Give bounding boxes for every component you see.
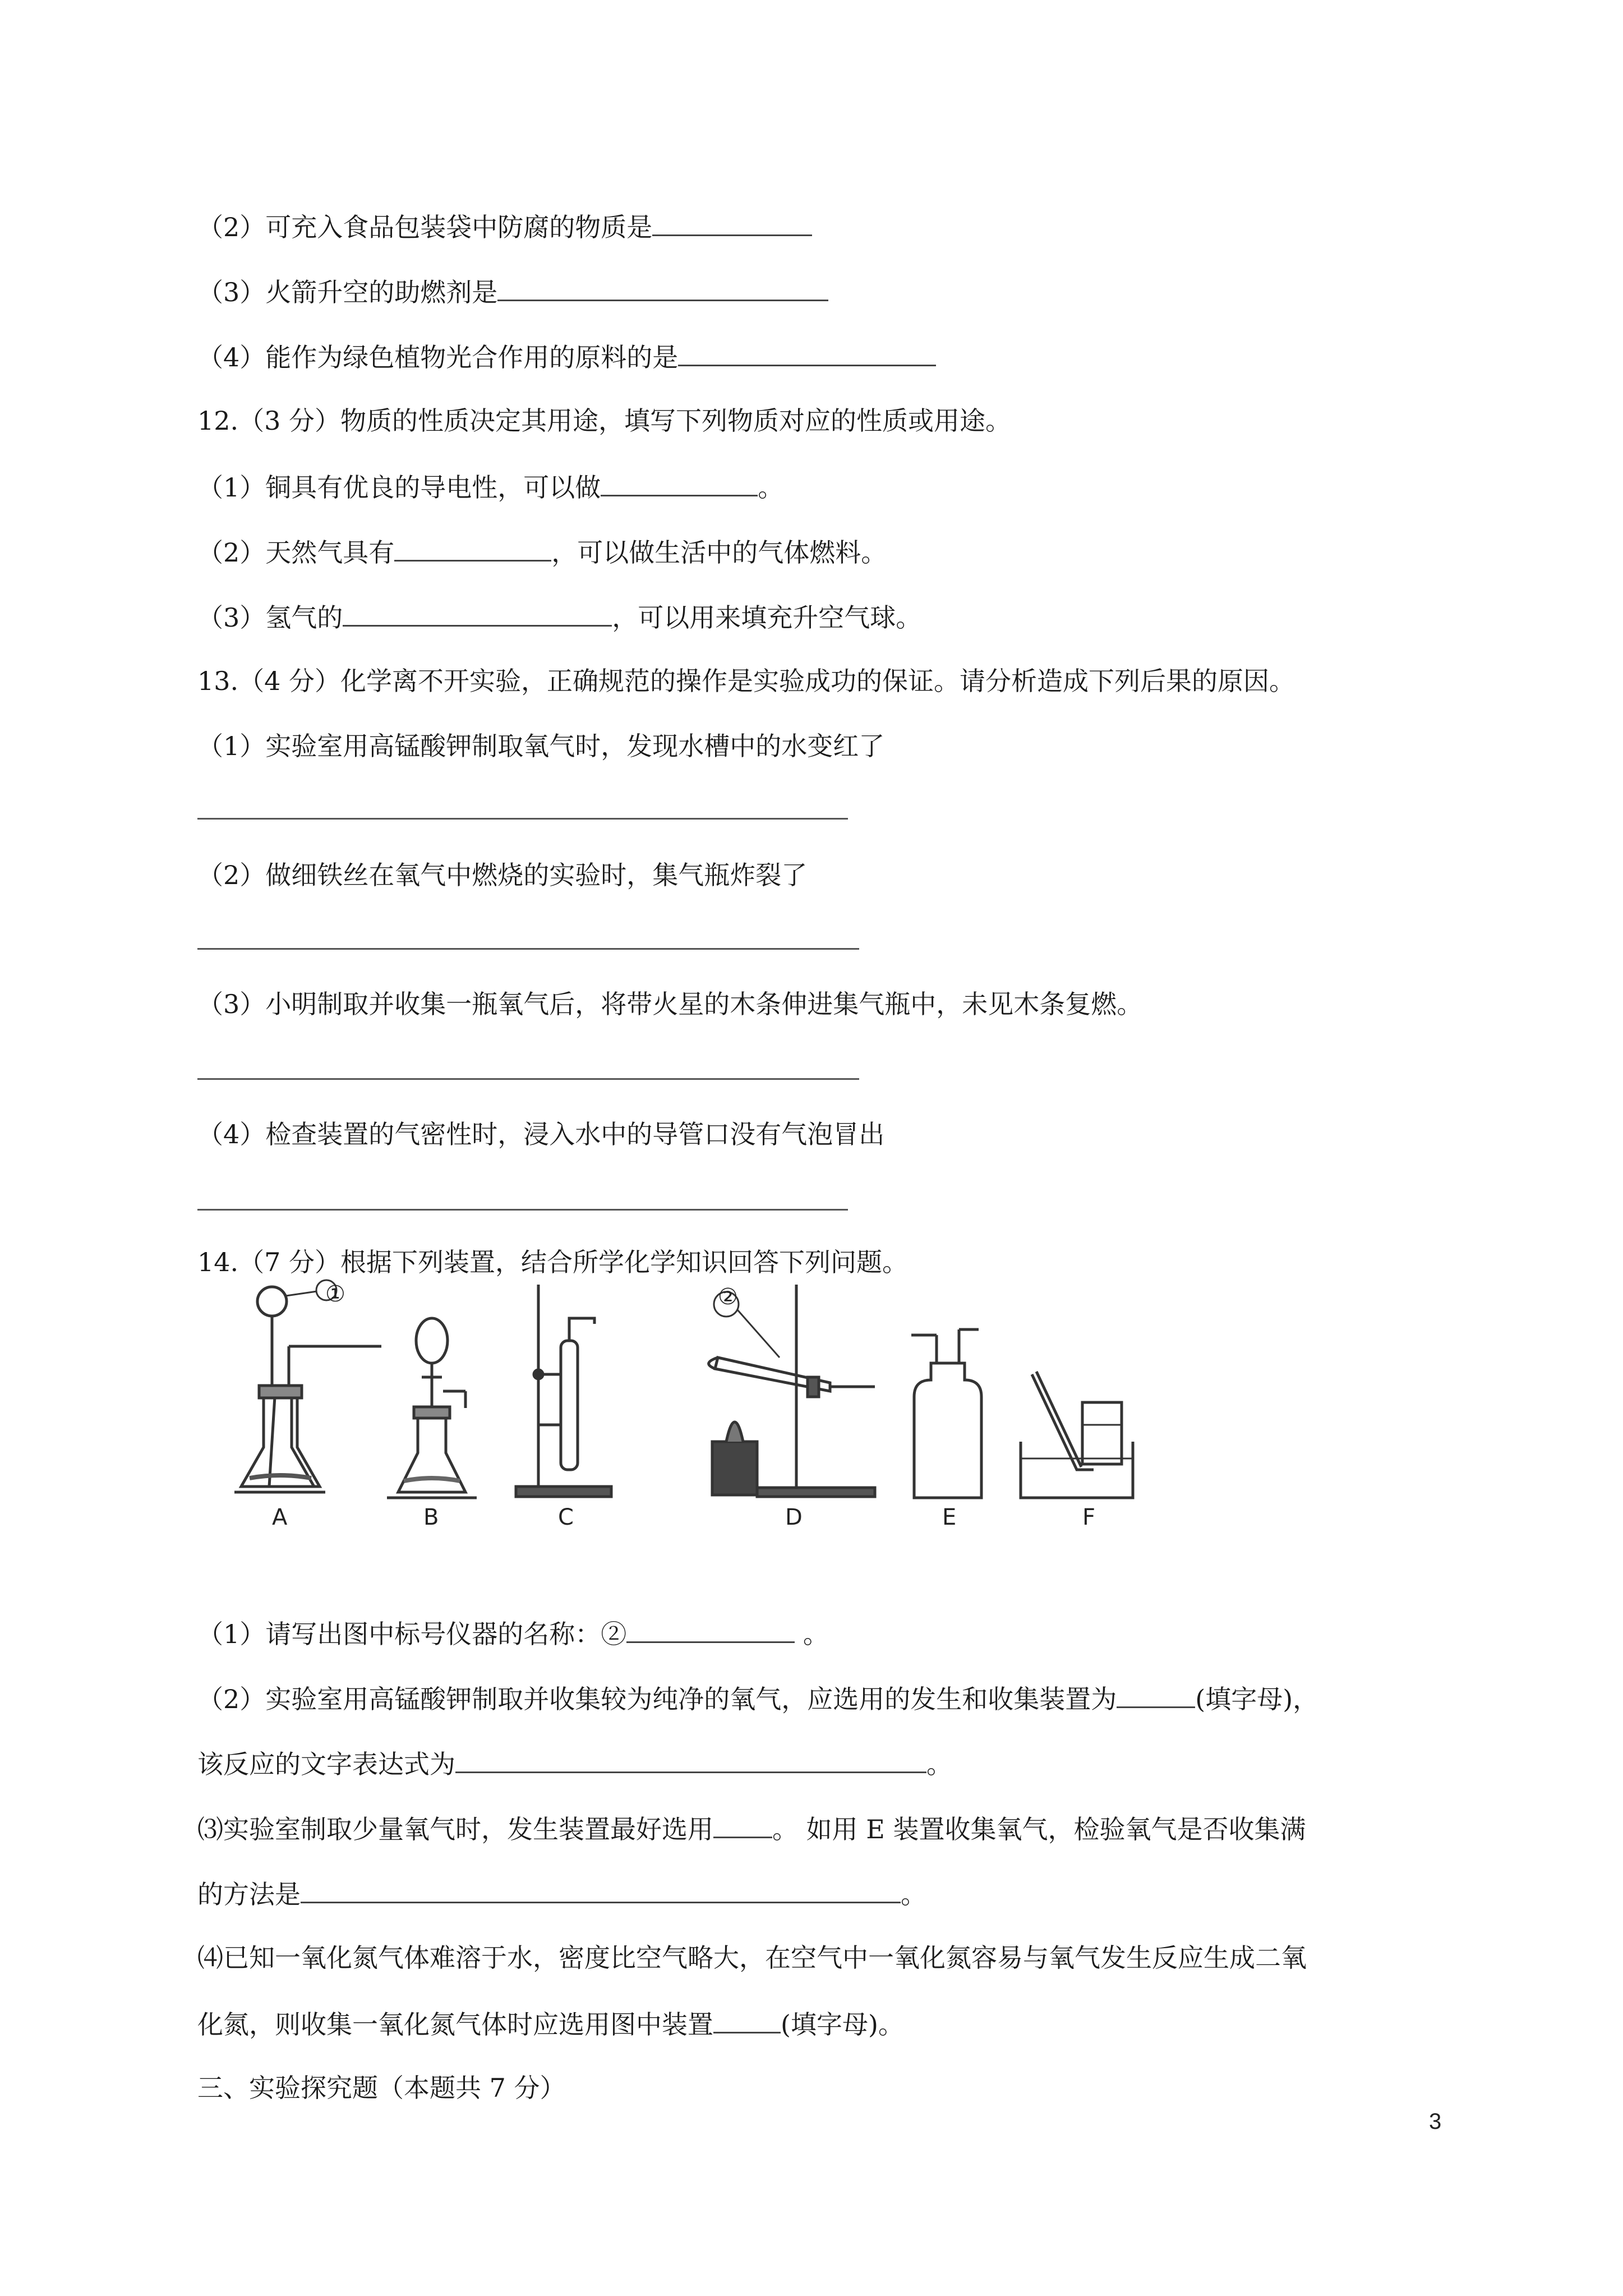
q12-item-3: （3）氢气的 ，可以用来填充升空气球。 <box>197 599 921 634</box>
q14-item-1: （1）请写出图中标号仪器的名称：② 。 <box>197 1616 829 1651</box>
apparatus-figure <box>224 1279 1234 1526</box>
q11-item-3: （3）火箭升空的助燃剂是 <box>197 274 828 309</box>
q12-item-2: （2）天然气具有 ，可以做生活中的气体燃料。 <box>197 534 887 569</box>
label-d: D <box>785 1504 803 1526</box>
apparatus-c <box>516 1285 611 1497</box>
apparatus-a <box>234 1280 381 1492</box>
q14-item-4: ⑷已知一氧化氮气体难溶于水，密度比空气略大，在空气中一氧化氮容易与氧气发生反应生成二氧 <box>197 1943 1307 1973</box>
answer-line[interactable] <box>197 1209 848 1211</box>
q11-item-2: （2）可充入食品包装袋中防腐的物质是 <box>197 209 812 244</box>
q14-item-3: ⑶实验室制取少量氧气时，发生装置最好选用 。 如用 E 装置收集氧气，检验氧气是否收集满 <box>197 1811 1306 1846</box>
apparatus-b <box>387 1318 477 1498</box>
label-b: B <box>423 1504 439 1526</box>
apparatus-e <box>911 1329 981 1498</box>
answer-blank[interactable] <box>713 2006 781 2033</box>
answer-blank[interactable] <box>713 1811 772 1838</box>
q13-stem: 13.（4 分）化学离不开实验，正确规范的操作是实验成功的保证。请分析造成下列后果的原因。 <box>197 666 1295 696</box>
q11-item-4: （4）能作为绿色植物光合作用的原料的是 <box>197 339 936 374</box>
answer-blank[interactable] <box>497 274 828 301</box>
q13-item-3: （3）小明制取并收集一瓶氧气后，将带火星的木条伸进集气瓶中，未见木条复燃。 <box>197 989 1143 1019</box>
q14-item-2-cont: 该反应的文字表达式为 。 <box>197 1746 952 1781</box>
q12-stem: 12.（3 分）物质的性质决定其用途，填写下列物质对应的性质或用途。 <box>197 406 1012 436</box>
answer-line[interactable] <box>197 948 859 950</box>
q14-item-2: （2）实验室用高锰酸钾制取并收集较为纯净的氧气，应选用的发生和收集装置为 (填字母)， <box>197 1681 1318 1716</box>
marker-2: ② <box>718 1284 738 1310</box>
answer-blank[interactable] <box>301 1876 901 1903</box>
answer-blank[interactable] <box>394 534 551 562</box>
page-number: 3 <box>1429 2109 1442 2134</box>
apparatus-d <box>709 1285 875 1497</box>
label-c: C <box>558 1504 574 1526</box>
label-e: E <box>942 1504 957 1526</box>
answer-blank[interactable] <box>601 469 758 496</box>
apparatus-f <box>1021 1372 1133 1498</box>
q13-item-4: （4）检查装置的气密性时，浸入水中的导管口没有气泡冒出 <box>197 1119 885 1149</box>
q13-item-2: （2）做细铁丝在氧气中燃烧的实验时，集气瓶炸裂了 <box>197 860 808 890</box>
q13-item-1: （1）实验室用高锰酸钾制取氧气时，发现水槽中的水变红了 <box>197 731 885 761</box>
answer-line[interactable] <box>197 818 848 820</box>
marker-1: ① <box>325 1281 345 1307</box>
q14-stem: 14.（7 分）根据下列装置，结合所学化学知识回答下列问题。 <box>197 1247 909 1277</box>
q14-item-3-cont: 的方法是 。 <box>197 1876 926 1911</box>
answer-line[interactable] <box>197 1078 859 1080</box>
q12-item-1: （1）铜具有优良的导电性，可以做 。 <box>197 469 783 504</box>
label-f: F <box>1082 1504 1096 1526</box>
answer-blank[interactable] <box>343 599 612 627</box>
label-a: A <box>272 1504 288 1526</box>
q14-item-4-cont: 化氮，则收集一氧化氮气体时应选用图中装置 (填字母)。 <box>197 2006 904 2041</box>
answer-blank[interactable] <box>455 1746 926 1773</box>
answer-blank[interactable] <box>678 339 936 366</box>
answer-blank[interactable] <box>626 1616 795 1643</box>
answer-blank[interactable] <box>652 209 812 236</box>
answer-blank[interactable] <box>1117 1681 1195 1708</box>
section-3-heading: 三、实验探究题（本题共 7 分） <box>197 2073 566 2103</box>
